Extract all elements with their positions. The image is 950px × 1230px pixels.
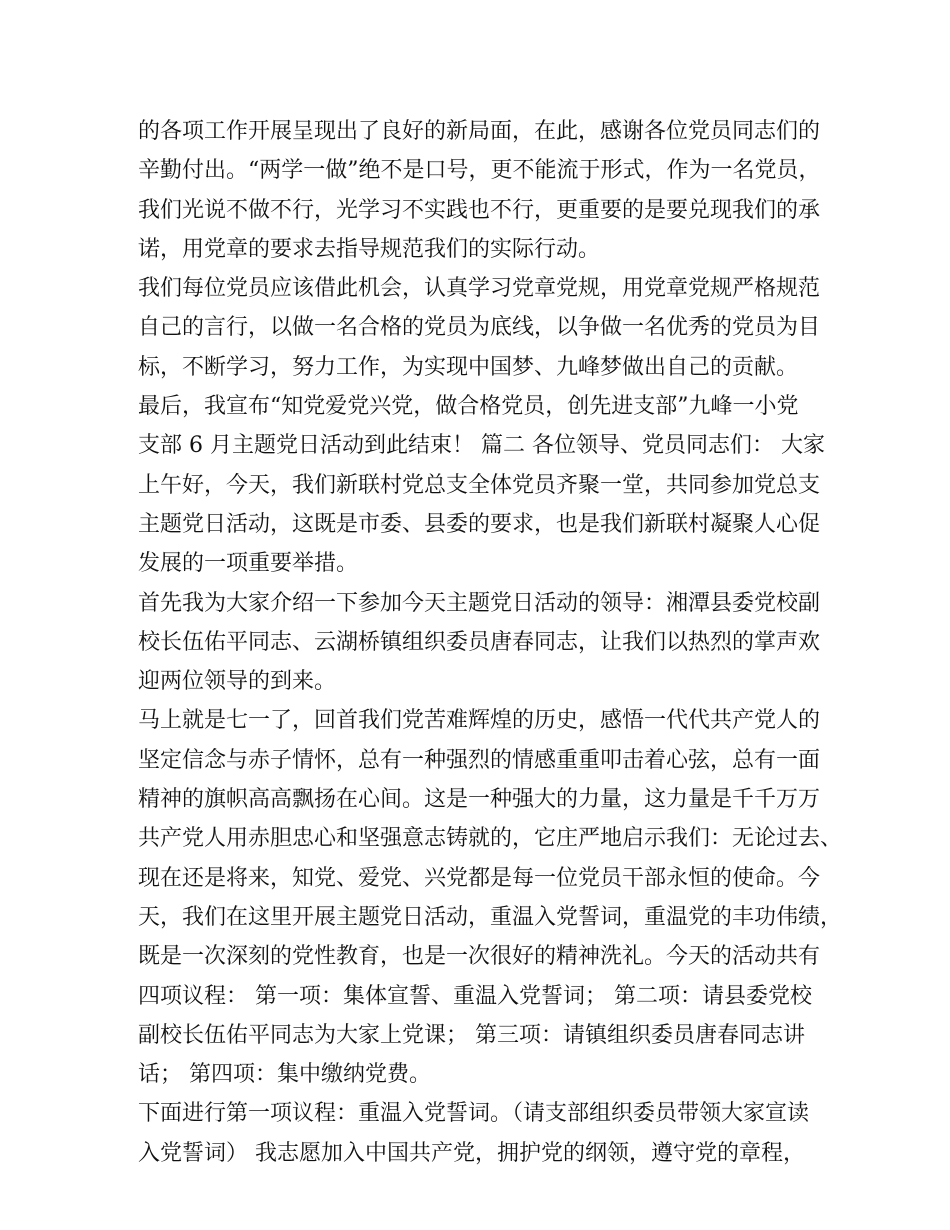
text-line: 主题党日活动，这既是市委、县委的要求，也是我们新联村凝聚人心促 [138,511,821,537]
text-line: 发展的一项重要举措。 [138,551,359,577]
text-line: 迎两位领导的到来。 [138,669,337,695]
text-line: 我们光说不做不行，光学习不实践也不行，更重要的是要兑现我们的承 [138,197,821,223]
text-line: 马上就是七一了，回首我们党苦难辉煌的历史，感悟一代代共产党人的 [138,708,821,734]
text-line: 四项议程： 第一项：集体宣誓、重温入党誓词； 第二项：请县委党校 [138,983,812,1009]
text-line: 我们每位党员应该借此机会，认真学习党章党规，用党章党规严格规范 [138,276,821,302]
text-line: 首先我为大家介绍一下参加今天主题党日活动的领导：湘潭县委党校副 [138,590,821,616]
text-line: 副校长伍佑平同志为大家上党课； 第三项：请镇组织委员唐春同志讲 [138,1022,805,1048]
text-line: 下面进行第一项议程：重温入党誓词。（请支部组织委员带领大家宣读 [138,1101,810,1127]
text-line: 入党誓词） 我志愿加入中国共产党，拥护党的纲领，遵守党的章程， [138,1140,805,1166]
document-body [138,112,843,1173]
text-line: 支部 6 月主题党日活动到此结束！ 篇二 各位领导、党员同志们： 大家 [138,433,825,459]
text-line: 标，不断学习，努力工作，为实现中国梦、九峰梦做出自己的贡献。 [138,354,799,380]
text-line: 现在还是将来，知党、爱党、兴党都是每一位党员干部永恒的使命。今 [138,865,821,891]
text-line: 精神的旗帜高高飘扬在心间。这是一种强大的力量，这力量是千千万万 [138,787,821,813]
text-line: 的各项工作开展呈现出了良好的新局面，在此，感谢各位党员同志们的 [138,119,821,144]
text-line: 诺，用党章的要求去指导规范我们的实际行动。 [138,236,601,262]
text-line: 上午好，今天，我们新联村党总支全体党员齐聚一堂，共同参加党总支 [138,472,821,498]
text-line: 最后，我宣布“知党爱党兴党，做合格党员，创先进支部”九峰一小党 [138,394,799,420]
text-line: 辛勤付出。“两学一做”绝不是口号，更不能流于形式，作为一名党员， [138,158,821,184]
text-line: 话； 第四项：集中缴纳党费。 [138,1062,431,1088]
text-line: 坚定信念与赤子情怀，总有一种强烈的情感重重叩击着心弦，总有一面 [138,747,821,773]
text-line: 校长伍佑平同志、云湖桥镇组织委员唐春同志，让我们以热烈的掌声欢 [138,629,821,655]
text-line: 共产党人用赤胆忠心和坚强意志铸就的，它庄严地启示我们：无论过去、 [138,826,843,852]
text-line: 天，我们在这里开展主题党日活动，重温入党誓词，重温党的丰功伟绩， [138,904,843,930]
text-line: 既是一次深刻的党性教育，也是一次很好的精神洗礼。今天的活动共有 [138,944,821,970]
text-line: 自己的言行，以做一名合格的党员为底线，以争做一名优秀的党员为目 [138,315,821,341]
